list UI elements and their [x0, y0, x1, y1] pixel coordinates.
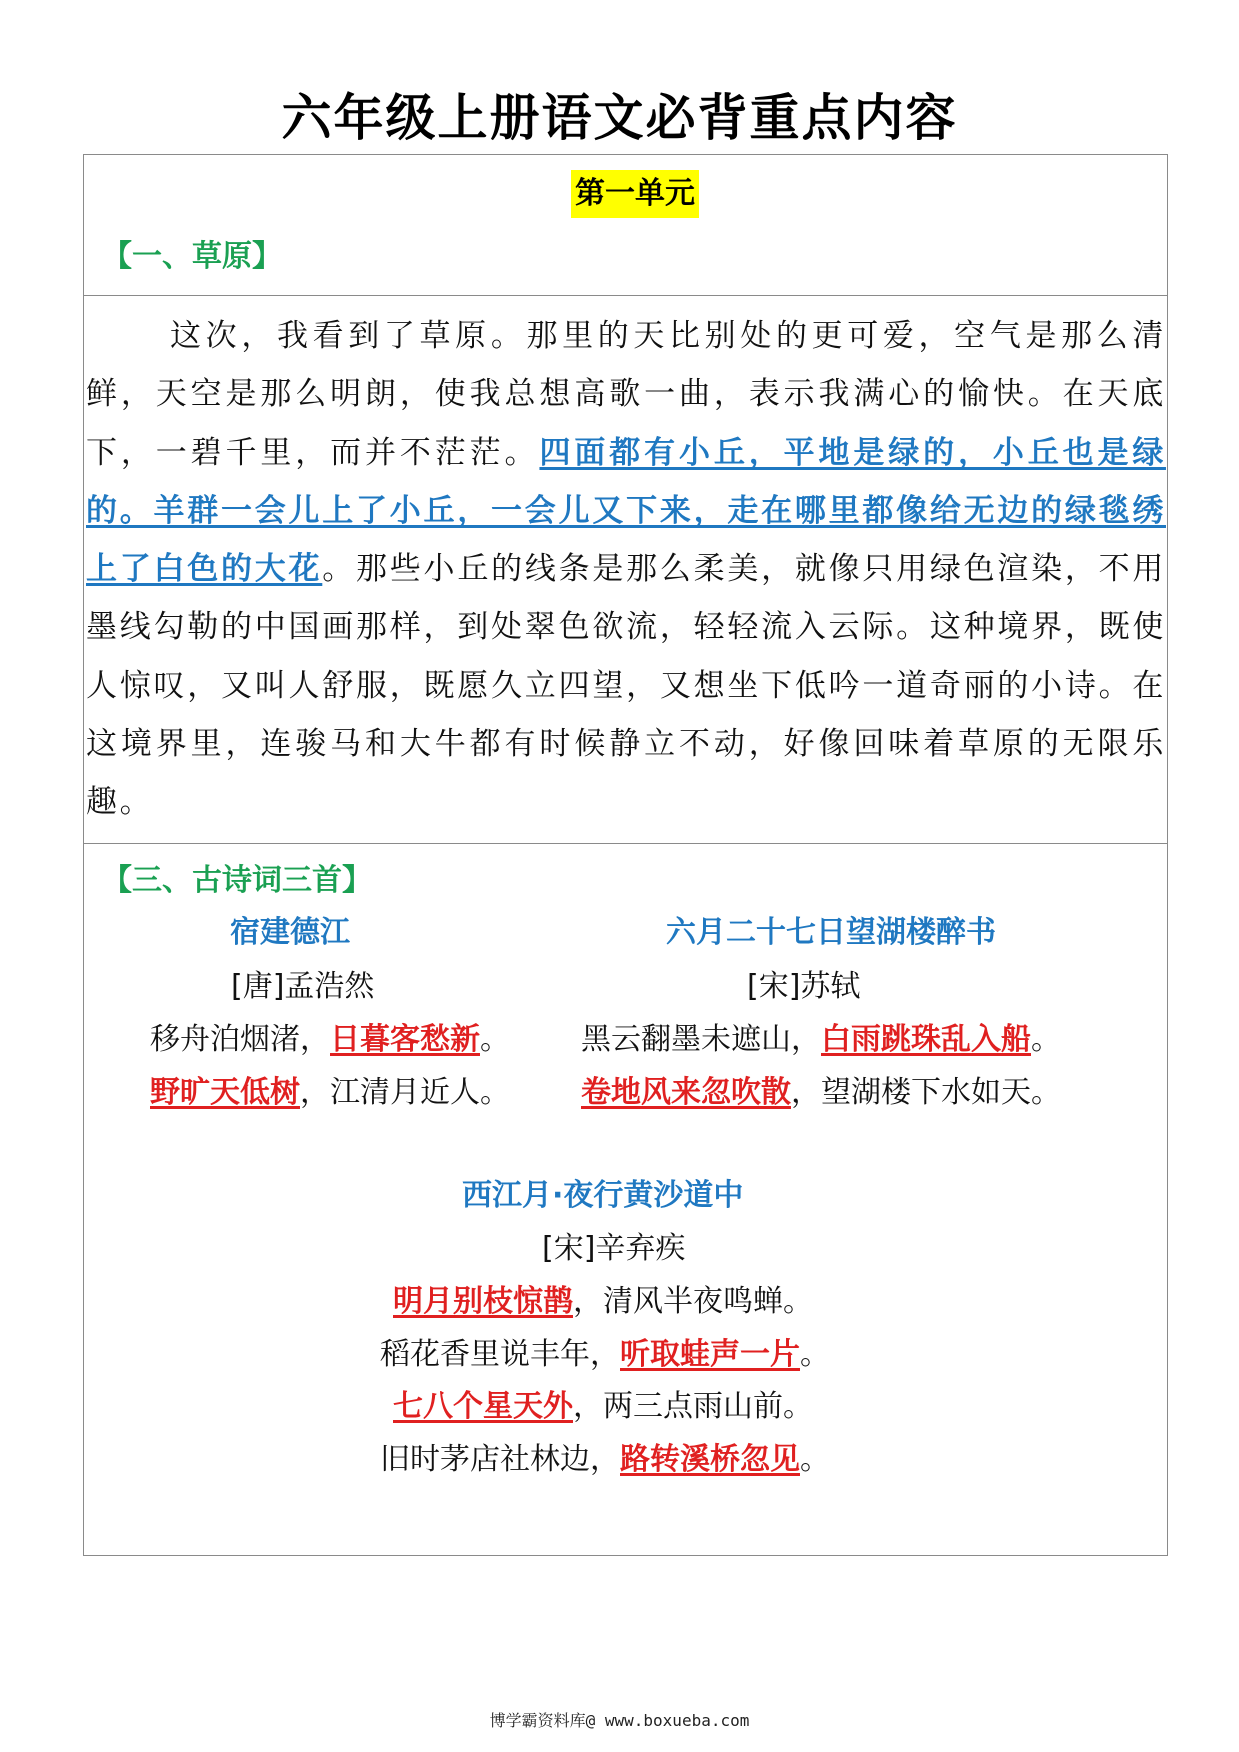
poem3-line1-key: 明月别枝惊鹊: [393, 1284, 573, 1319]
section-heading-poems: 【三、古诗词三首】: [102, 863, 372, 898]
poem1-line2-key: 野旷天低树: [150, 1075, 300, 1110]
passage-highlight: 四面都有小丘，平地是绿的，小丘也是绿的。羊群一会儿上了小丘，一会儿又下来，走在哪里都像给无边的绿毯绣上了白色的大花: [86, 434, 1166, 588]
poem2-line2: [581, 1067, 1061, 1111]
poem3-line4-end: 。: [800, 1442, 830, 1477]
poem2-line1-end: 。: [1031, 1022, 1061, 1057]
passage-row: [84, 295, 1167, 844]
poem3-line2: [380, 1329, 830, 1373]
poem1-line2-plain: ，江清月近人。: [300, 1075, 510, 1110]
poem1-line1-end: 。: [480, 1022, 510, 1057]
content-table: [83, 154, 1168, 1556]
poem3-line3-key: 七八个星天外: [393, 1389, 573, 1424]
document-title: 六年级上册语文必背重点内容: [281, 89, 958, 147]
unit-title: 第一单元: [571, 170, 699, 218]
poem2-line2-key: 卷地风来忽吹散: [581, 1075, 791, 1110]
poem3-line1: [393, 1276, 813, 1320]
poem3-line3-plain: ，两三点雨山前。: [573, 1389, 813, 1424]
passage-text-after: 。那些小丘的线条是那么柔美，就像只用绿色渲染，不用墨线勾勒的中国画那样，到处翠色欲流，轻轻流入云际。这种境界，既使人惊叹，又叫人舒服，既愿久立四望，又想坐下低吟一道奇丽的小诗。在这境界里，连骏马和大牛都有时候静立不动，好像回味着草原的无限乐趣。: [86, 551, 1167, 821]
poem3-line2-end: 。: [800, 1337, 830, 1372]
poem2-title: 六月二十七日望湖楼醉书: [666, 915, 996, 950]
poem3-line4-plain: 旧时茅店社林边，: [380, 1442, 620, 1477]
poem1-author: [唐]孟浩然: [231, 969, 375, 1004]
poem2-line1: [581, 1014, 1061, 1058]
poem1-title: 宿建德江: [230, 915, 350, 950]
poem2-author: [宋]苏轼: [747, 969, 861, 1004]
poem3-line2-key: 听取蛙声一片: [620, 1337, 800, 1372]
poem3-line2-plain: 稻花香里说丰年，: [380, 1337, 620, 1372]
poem3-title: 西江月·夜行黄沙道中: [462, 1178, 744, 1213]
section-heading-grassland: 【一、草原】: [102, 239, 282, 274]
poem1-line1: [150, 1014, 510, 1058]
poem3-author: [宋]辛弃疾: [542, 1231, 686, 1266]
poems-row: [84, 843, 1167, 1556]
poem3-line3: [393, 1381, 813, 1425]
poem1-line2: [150, 1067, 510, 1111]
grassland-passage: [86, 307, 1166, 832]
footer-watermark: 博学霸资料库@ www.boxueba.com: [489, 1711, 750, 1730]
passage-text-before: 这次，我看到了草原。那里的天比别处的更可爱，空气是那么清鲜，天空是那么明朗，使我总想高歌一曲，表示我满心的愉快。在天底下，一碧千里，而并不茫茫。: [86, 318, 1166, 471]
poem2-line1-key: 白雨跳珠乱入船: [821, 1022, 1031, 1057]
poem3-line4: [380, 1434, 830, 1478]
header-row: [84, 155, 1167, 296]
poem2-line2-plain: ，望湖楼下水如天。: [791, 1075, 1061, 1110]
poem1-line1-plain: 移舟泊烟渚，: [150, 1022, 330, 1057]
poem3-line4-key: 路转溪桥忽见: [620, 1442, 800, 1477]
poem2-line1-plain: 黑云翻墨未遮山，: [581, 1022, 821, 1057]
poem3-line1-plain: ，清风半夜鸣蝉。: [573, 1284, 813, 1319]
poem1-line1-key: 日暮客愁新: [330, 1022, 480, 1057]
